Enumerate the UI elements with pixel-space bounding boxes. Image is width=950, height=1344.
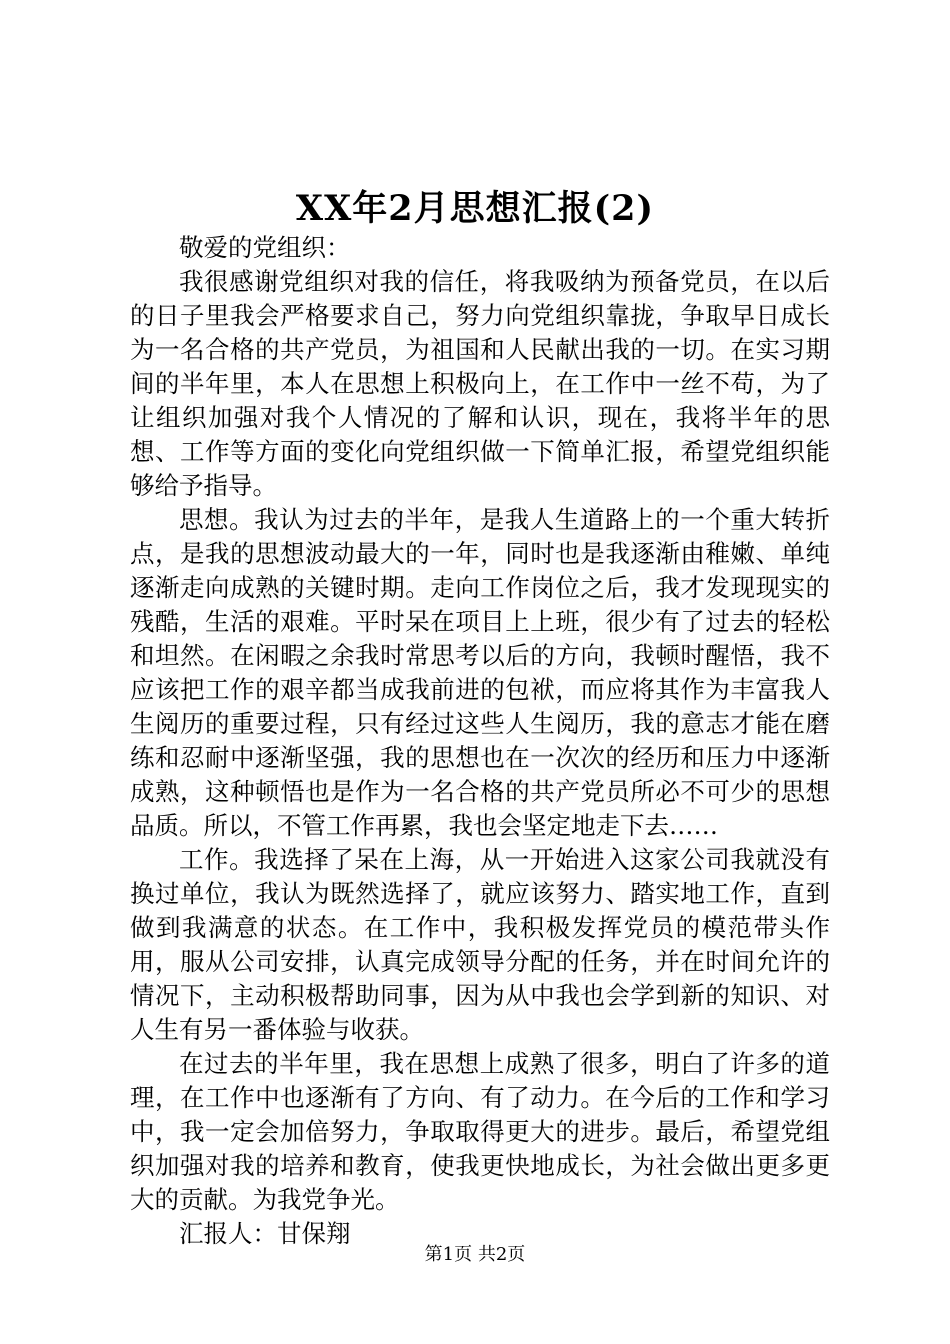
signature: 汇报人：甘保翔 bbox=[179, 1219, 351, 1248]
page-footer: 第1页 共2页 bbox=[424, 1244, 526, 1265]
document-body bbox=[130, 231, 830, 1251]
document-title: XX年2月思想汇报(2) bbox=[295, 188, 655, 229]
paragraph-conclusion: 在过去的半年里，我在思想上成熟了很多，明白了许多的道理，在工作中也逐渐有了方向、有了动力。在今后的工作和学习中，我一定会加倍努力，争取取得更大的进步。最后，希望党组织加强对我的培养和教育，使我更快地成长，为社会做出更多更大的贡献。为我党争光。 bbox=[130, 1049, 830, 1214]
paragraph-intro: 我很感谢党组织对我的信任，将我吸纳为预备党员，在以后的日子里我会严格要求自己，努力向党组织靠拢，争取早日成长为一名合格的共产党员，为祖国和人民献出我的一切。在实习期间的半年里，本人在思想上积极向上，在工作中一丝不苟，为了让组织加强对我个人情况的了解和认识，现在，我将半年的思想、工作等方面的变化向党组织做一下简单汇报，希望党组织能够给予指导。 bbox=[130, 267, 830, 500]
paragraph-work: 工作。我选择了呆在上海，从一开始进入这家公司我就没有换过单位，我认为既然选择了，就应该努力、踏实地工作，直到做到我满意的状态。在工作中，我积极发挥党员的模范带头作用，服从公司安排，认真完成领导分配的任务，并在时间允许的情况下，主动积极帮助同事，因为从中我也会学到新的知识、对人生有另一番体验与收获。 bbox=[130, 845, 830, 1044]
salutation: 敬爱的党组织： bbox=[179, 233, 351, 262]
paragraph-thought: 思想。我认为过去的半年，是我人生道路上的一个重大转折点，是我的思想波动最大的一年，同时也是我逐渐由稚嫩、单纯逐渐走向成熟的关键时期。走向工作岗位之后，我才发现现实的残酷，生活的艰难。平时呆在项目上上班，很少有了过去的轻松和坦然。在闲暇之余我时常思考以后的方向，我顿时醒悟，我不应该把工作的艰辛都当成我前进的包袱，而应将其作为丰富我人生阅历的重要过程，只有经过这些人生阅历，我的意志才能在磨练和忍耐中逐渐坚强，我的思想也在一次次的经历和压力中逐渐成熟，这种顿悟也是作为一名合格的共产党员所必不可少的思想品质。所以，不管工作再累，我也会坚定地走下去…… bbox=[130, 505, 830, 840]
